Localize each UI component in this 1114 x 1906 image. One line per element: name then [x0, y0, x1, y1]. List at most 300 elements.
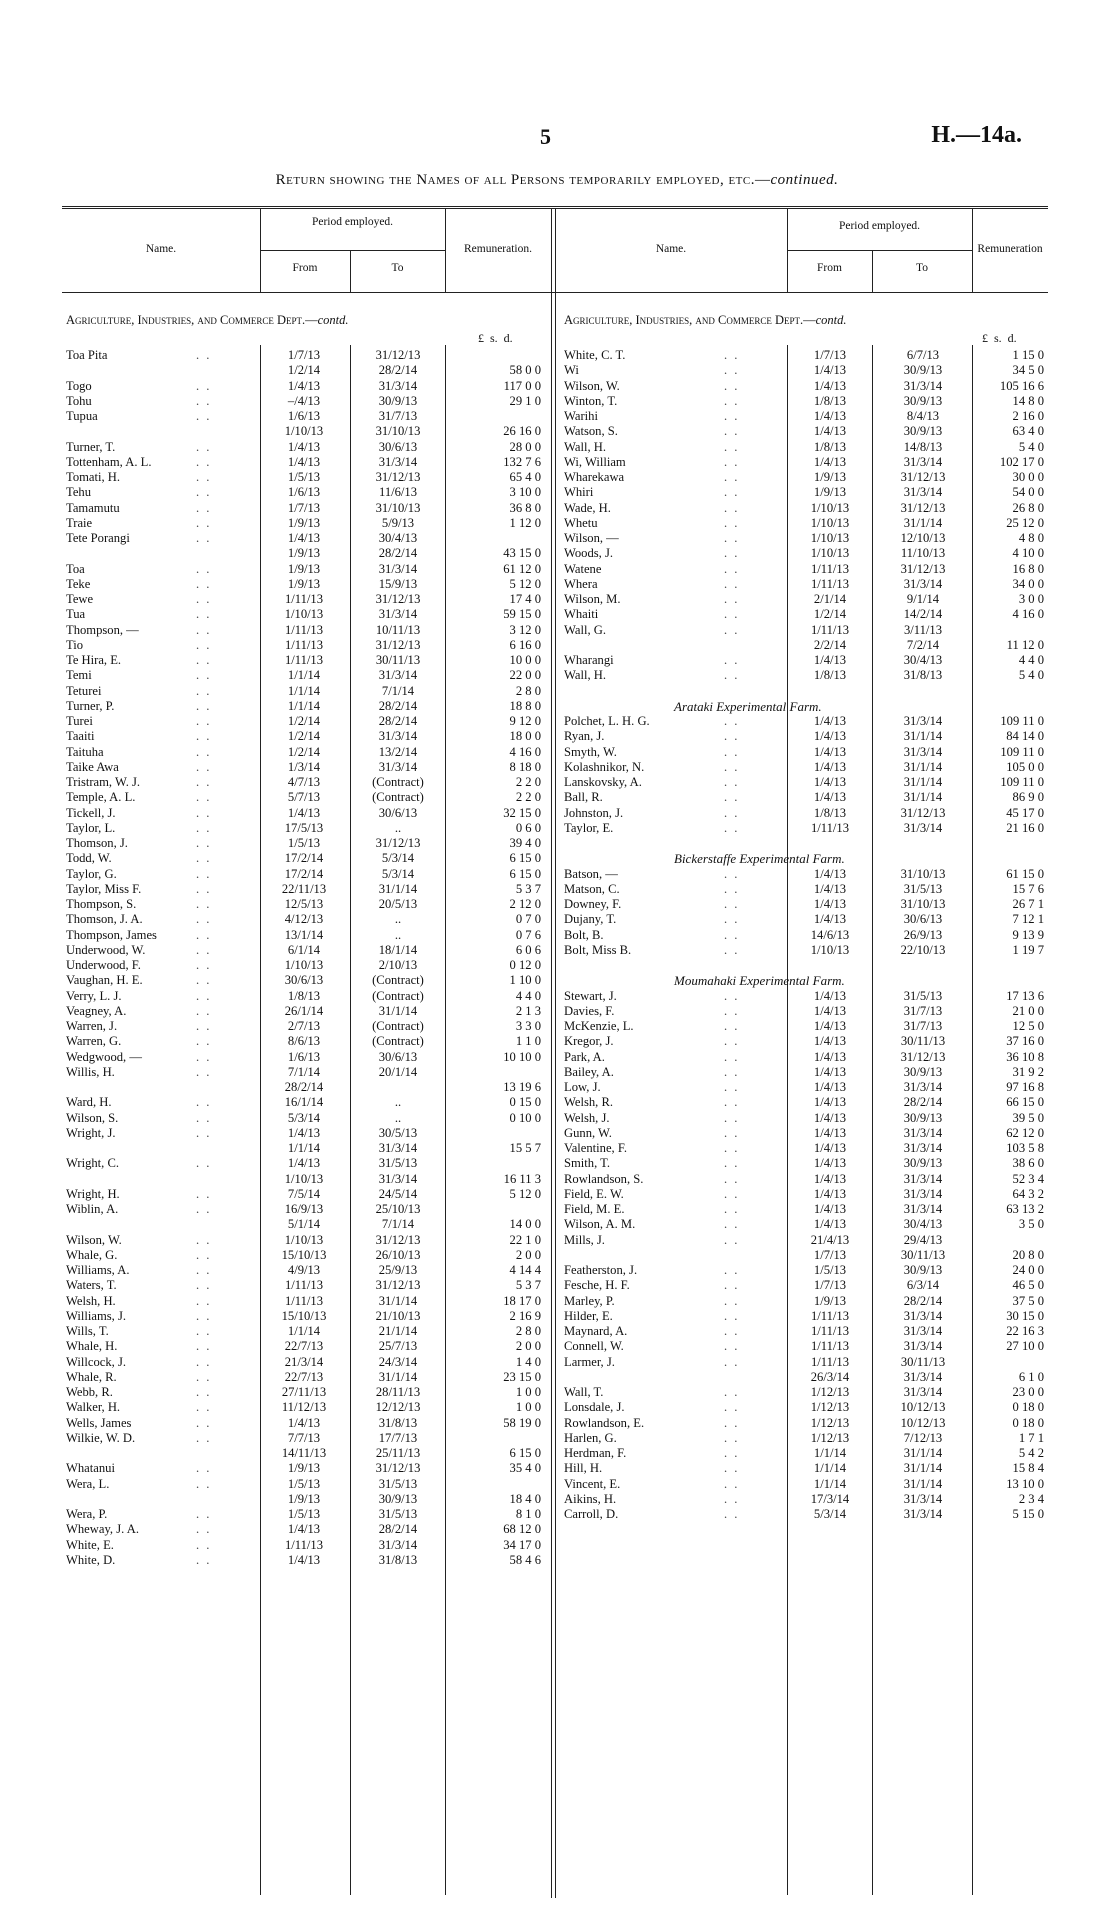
table-row: [564, 1309, 1044, 1324]
date-from: 7/7/13: [287, 1430, 321, 1445]
person-name: Tottenham, A. L.: [66, 454, 152, 469]
table-row: [66, 821, 546, 836]
leader-dots: . .: [196, 1537, 212, 1552]
remuneration-amount: 102 17 0: [999, 454, 1044, 469]
person-name: Tehu: [66, 485, 91, 500]
person-name: Wright, C.: [66, 1156, 120, 1171]
date-to: 6/3/14: [906, 1278, 940, 1293]
table-row: [66, 851, 546, 866]
date-from: 1/4/13: [813, 1034, 847, 1049]
date-from: 1/8/13: [813, 668, 847, 683]
table-row: [564, 1233, 1044, 1248]
remuneration-amount: 1 0 0: [515, 1385, 541, 1399]
table-row: [564, 455, 1044, 470]
table-row: [66, 1507, 546, 1522]
date-to: 31/1/14: [903, 759, 943, 774]
leader-dots: . .: [724, 744, 740, 759]
table-row: [564, 684, 1044, 699]
table-row: [66, 1233, 546, 1248]
remuneration-amount: 1 10 0: [509, 973, 541, 988]
table-row: [66, 546, 546, 561]
table-row: [66, 1538, 546, 1553]
date-from: 1/9/13: [813, 485, 847, 500]
leader-dots: . .: [724, 485, 740, 500]
leader-dots: . .: [724, 1415, 740, 1430]
remuneration-amount: 64 3 2: [1012, 1186, 1044, 1201]
leader-dots: . .: [724, 1232, 740, 1247]
person-name: Togo: [66, 378, 92, 393]
header-name-left: Name.: [145, 243, 177, 255]
table-row: [564, 577, 1044, 592]
remuneration-amount: 32 15 0: [503, 805, 541, 820]
date-from: 1/3/14: [287, 759, 321, 774]
date-from: 1/4/13: [813, 988, 847, 1003]
remuneration-amount: 54 0 0: [1012, 485, 1044, 500]
date-from: 1/12/13: [810, 1415, 850, 1430]
date-from: 1/6/13: [287, 1049, 321, 1064]
date-from: 1/1/14: [287, 1324, 321, 1338]
table-row: [564, 562, 1044, 577]
leader-dots: . .: [724, 1507, 740, 1521]
person-name: Teturei: [66, 683, 102, 698]
remuneration-amount: 39 4 0: [509, 836, 541, 850]
person-name: Wall, H.: [564, 668, 607, 683]
leader-dots: . .: [724, 1049, 740, 1064]
table-row: [66, 1019, 546, 1034]
date-from: 1/11/13: [284, 622, 323, 637]
leader-dots: . .: [196, 1324, 212, 1338]
date-to: 31/3/14: [903, 1385, 943, 1399]
remuneration-amount: 3 0 0: [1018, 592, 1044, 606]
person-name: Carroll, D.: [564, 1507, 619, 1521]
date-to: (Contract): [372, 775, 424, 789]
remuneration-amount: 3 3 0: [515, 1019, 541, 1033]
date-to: 31/7/13: [903, 1003, 943, 1018]
remuneration-amount: 0 18 0: [1012, 1415, 1044, 1430]
table-row: [564, 1355, 1044, 1370]
leader-dots: . .: [196, 973, 212, 988]
remuneration-amount: 3 12 0: [509, 622, 541, 637]
remuneration-amount: 109 11 0: [1000, 744, 1044, 759]
table-row: [66, 1141, 546, 1156]
date-to: 31/5/13: [378, 1476, 418, 1491]
date-to: 7/1/14: [381, 683, 415, 698]
table-row: [564, 1141, 1044, 1156]
header-remuneration-left: Remuneration.: [463, 243, 533, 255]
date-from: 1/9/13: [287, 1491, 321, 1506]
leader-dots: . .: [724, 470, 740, 484]
date-to: 31/3/14: [903, 1308, 943, 1323]
table-row: [564, 1156, 1044, 1171]
person-name: Vaughan, H. E.: [66, 973, 143, 988]
leader-dots: . .: [196, 1034, 212, 1049]
person-name: Warren, G.: [66, 1034, 122, 1049]
person-name: Field, M. E.: [564, 1202, 625, 1216]
remuneration-amount: 2 2 0: [515, 775, 541, 789]
leader-dots: . .: [196, 1263, 212, 1277]
date-to: 31/7/13: [378, 409, 418, 423]
remuneration-amount: 5 4 0: [1018, 668, 1044, 683]
remuneration-amount: 2 8 0: [515, 1324, 541, 1338]
table-row: [564, 851, 1044, 866]
remuneration-amount: 58 4 6: [509, 1552, 541, 1567]
table-row: [564, 1507, 1044, 1522]
date-to: 31/3/14: [378, 378, 418, 393]
date-to: 31/5/13: [378, 1156, 418, 1171]
date-from: 1/9/13: [287, 1461, 321, 1476]
remuneration-amount: 16 11 3: [503, 1171, 541, 1186]
date-from: 26/3/14: [810, 1369, 850, 1384]
person-name: Bolt, Miss B.: [564, 942, 632, 957]
person-name: Dujany, T.: [564, 912, 617, 927]
table-row: [66, 577, 546, 592]
person-name: Connell, W.: [564, 1339, 624, 1354]
date-from: 22/7/13: [284, 1369, 324, 1384]
table-row: [66, 1355, 546, 1370]
remuneration-amount: 25 12 0: [1006, 515, 1044, 530]
leader-dots: . .: [196, 485, 212, 500]
leader-dots: . .: [196, 805, 212, 820]
table-row: [66, 501, 546, 516]
leader-dots: . .: [196, 409, 212, 423]
person-name: Winton, T.: [564, 393, 618, 408]
table-row: [564, 501, 1044, 516]
leader-dots: . .: [196, 1461, 212, 1476]
date-to: 31/12/13: [900, 500, 946, 515]
table-row: [564, 348, 1044, 363]
leader-dots: . .: [196, 775, 212, 789]
table-row: [66, 943, 546, 958]
remuneration-amount: 35 4 0: [509, 1461, 541, 1476]
remuneration-amount: 11 12 0: [1006, 637, 1044, 652]
remuneration-amount: 4 16 0: [1012, 607, 1044, 622]
date-from: 1/4/13: [813, 1156, 847, 1171]
table-row: [564, 363, 1044, 378]
person-name: Wilson, A. M.: [564, 1217, 636, 1232]
leader-dots: . .: [724, 775, 740, 789]
person-name: Tickell, J.: [66, 805, 116, 820]
person-name: Whale, R.: [66, 1369, 117, 1384]
table-row: [66, 1309, 546, 1324]
leader-dots: . .: [196, 698, 212, 713]
date-to: 25/10/13: [375, 1202, 421, 1216]
remuneration-amount: 34 0 0: [1012, 576, 1044, 591]
table-row: [66, 882, 546, 897]
date-from: 17/3/14: [810, 1491, 850, 1506]
section-heading: Moumahaki Experimental Farm.: [674, 973, 845, 989]
date-from: 11/12/13: [281, 1400, 327, 1415]
table-row: [564, 1034, 1044, 1049]
date-from: 30/6/13: [284, 973, 324, 988]
date-from: 17/5/13: [284, 820, 324, 835]
leader-dots: . .: [196, 561, 212, 576]
remuneration-amount: 21 16 0: [1006, 820, 1044, 835]
remuneration-amount: 10 0 0: [509, 653, 541, 667]
person-name: Williams, A.: [66, 1263, 130, 1277]
leader-dots: . .: [724, 515, 740, 530]
leader-dots: . .: [724, 1217, 740, 1232]
date-from: 7/5/14: [287, 1186, 321, 1201]
date-from: 15/10/13: [281, 1247, 327, 1262]
leader-dots: . .: [724, 1461, 740, 1476]
person-name: Underwood, F.: [66, 958, 141, 972]
date-from: 1/4/13: [813, 866, 847, 881]
person-name: Willis, H.: [66, 1064, 115, 1079]
date-from: 1/4/13: [287, 1522, 321, 1537]
date-from: 1/4/13: [813, 1186, 847, 1201]
table-row: [564, 623, 1044, 638]
person-name: Turner, P.: [66, 698, 115, 713]
date-from: 5/7/13: [287, 790, 321, 805]
date-to: 30/9/13: [903, 1156, 943, 1171]
date-from: 1/11/13: [810, 622, 849, 637]
person-name: Davies, F.: [564, 1003, 615, 1018]
leader-dots: . .: [196, 1385, 212, 1399]
date-to: 31/3/14: [903, 744, 943, 759]
date-from: 1/12/13: [810, 1385, 850, 1399]
person-name: Wharekawa: [564, 470, 625, 484]
dept-heading-right-italic: contd.: [815, 313, 847, 327]
person-name: Taylor, E.: [564, 820, 614, 835]
table-row: [564, 1431, 1044, 1446]
table-row: [66, 1278, 546, 1293]
date-from: 1/4/13: [287, 531, 321, 545]
remuneration-amount: 5 12 0: [509, 1186, 541, 1201]
table-row: [66, 394, 546, 409]
remuneration-amount: 105 16 6: [999, 378, 1044, 393]
leader-dots: . .: [196, 881, 212, 896]
date-to: 31/5/13: [903, 988, 943, 1003]
date-to: 30/9/13: [378, 393, 418, 408]
section-heading: Arataki Experimental Farm.: [674, 698, 822, 714]
leader-dots: . .: [724, 1324, 740, 1338]
table-row: [564, 1324, 1044, 1339]
date-to: 3/11/13: [903, 622, 942, 637]
leader-dots: . .: [196, 531, 212, 545]
date-from: 1/4/13: [287, 378, 321, 393]
date-from: 1/1/14: [813, 1446, 847, 1460]
date-to: 31/12/13: [375, 470, 421, 484]
date-from: 1/8/13: [287, 988, 321, 1003]
leader-dots: . .: [724, 409, 740, 423]
header-from-left: From: [292, 262, 318, 274]
leader-dots: . .: [196, 744, 212, 759]
date-to: 30/6/13: [378, 1049, 418, 1064]
leader-dots: . .: [196, 897, 212, 911]
date-from: 1/1/14: [287, 698, 321, 713]
remuneration-amount: 1 4 0: [515, 1354, 541, 1369]
date-from: 1/11/13: [284, 653, 323, 667]
remuneration-amount: 6 15 0: [509, 1446, 541, 1460]
date-to: 31/12/13: [900, 1049, 946, 1064]
date-to: 31/3/14: [378, 1141, 418, 1155]
person-name: Hill, H.: [564, 1461, 603, 1476]
date-to: 10/12/13: [900, 1415, 946, 1430]
person-name: Wright, J.: [66, 1125, 116, 1140]
header-from-right: From: [817, 262, 842, 274]
leader-dots: . .: [196, 1354, 212, 1369]
table-row: [564, 1461, 1044, 1476]
money-header-right: £ s. d.: [982, 331, 1017, 345]
date-to: 31/1/14: [378, 1003, 418, 1018]
remuneration-amount: 62 12 0: [1006, 1125, 1044, 1140]
table-row: [66, 836, 546, 851]
leader-dots: . .: [196, 683, 212, 698]
date-to: 28/2/14: [378, 714, 418, 728]
table-row: [66, 1431, 546, 1446]
leader-dots: . .: [724, 592, 740, 606]
date-from: 1/11/13: [284, 1293, 323, 1308]
table-row: [66, 806, 546, 821]
leader-dots: . .: [724, 805, 740, 820]
table-row: [66, 1156, 546, 1171]
leader-dots: . .: [196, 1186, 212, 1201]
date-to: 30/9/13: [903, 393, 943, 408]
date-from: 1/1/14: [287, 1141, 321, 1155]
date-from: 1/7/13: [287, 348, 321, 362]
person-name: Larmer, J.: [564, 1354, 615, 1369]
table-row: [66, 989, 546, 1004]
date-to: 31/12/13: [375, 1461, 421, 1476]
leader-dots: . .: [724, 393, 740, 408]
remuneration-amount: 0 6 0: [515, 820, 541, 835]
date-from: 1/4/13: [813, 1141, 847, 1155]
leader-dots: . .: [724, 1354, 740, 1369]
table-row: [564, 1400, 1044, 1415]
date-to: 28/2/14: [378, 546, 418, 561]
date-from: 1/4/13: [813, 759, 847, 774]
date-from: 1/11/13: [284, 1537, 323, 1552]
date-from: 1/7/13: [287, 500, 321, 515]
table-row: [564, 1339, 1044, 1354]
date-to: 31/3/14: [378, 1537, 418, 1552]
person-name: Smith, T.: [564, 1156, 611, 1171]
leader-dots: . .: [196, 393, 212, 408]
date-from: 1/8/13: [813, 439, 847, 454]
date-to: (Contract): [372, 790, 424, 805]
leader-dots: . .: [196, 378, 212, 393]
table-row: [66, 745, 546, 760]
date-from: 1/2/14: [287, 729, 321, 744]
date-to: 31/3/14: [903, 1491, 943, 1506]
person-name: Tamamutu: [66, 500, 120, 515]
remuneration-amount: 5 12 0: [509, 576, 541, 591]
date-to: ..: [394, 1110, 402, 1125]
remuneration-amount: 20 8 0: [1012, 1247, 1044, 1262]
table-row: [564, 424, 1044, 439]
table-row: [66, 912, 546, 927]
leader-dots: . .: [196, 1369, 212, 1384]
remuneration-amount: 1 12 0: [509, 515, 541, 530]
person-name: Wedgwood, —: [66, 1049, 142, 1064]
table-row: [564, 607, 1044, 622]
date-from: 1/10/13: [284, 424, 324, 439]
remuneration-amount: 46 5 0: [1012, 1278, 1044, 1293]
date-from: 1/11/13: [810, 561, 849, 576]
date-to: 28/11/13: [375, 1385, 421, 1399]
person-name: Tupua: [66, 409, 98, 423]
leader-dots: . .: [724, 942, 740, 957]
date-to: 30/11/13: [900, 1034, 946, 1049]
heading-text: Return showing the Names of all Persons temporarily employed, etc.—: [275, 172, 771, 188]
table-row: [66, 1294, 546, 1309]
leader-dots: . .: [196, 515, 212, 530]
leader-dots: . .: [196, 439, 212, 454]
person-name: Kolashnikor, N.: [564, 759, 645, 774]
date-to: ..: [394, 927, 402, 942]
leader-dots: . .: [196, 1507, 212, 1521]
right-table-body: [564, 348, 1044, 1522]
table-row: [66, 1004, 546, 1019]
remuneration-amount: 0 7 6: [515, 927, 541, 942]
table-row: [66, 760, 546, 775]
person-name: Turner, T.: [66, 439, 116, 454]
person-name: Wera, P.: [66, 1507, 108, 1521]
table-row: [564, 1172, 1044, 1187]
remuneration-amount: 18 17 0: [503, 1293, 541, 1308]
table-row: [564, 806, 1044, 821]
date-to: 30/6/13: [378, 439, 418, 454]
person-name: Wade, H.: [564, 500, 611, 515]
remuneration-amount: 4 16 0: [509, 744, 541, 759]
remuneration-amount: 29 1 0: [509, 393, 541, 408]
leader-dots: . .: [196, 912, 212, 927]
remuneration-amount: 105 0 0: [1006, 759, 1044, 774]
remuneration-amount: 6 16 0: [509, 637, 541, 652]
date-to: 31/3/14: [903, 1125, 943, 1140]
date-from: 1/10/13: [284, 1171, 324, 1186]
leader-dots: . .: [196, 607, 212, 622]
remuneration-amount: 14 0 0: [509, 1217, 541, 1232]
table-row: [66, 1080, 546, 1095]
remuneration-amount: 18 0 0: [509, 729, 541, 744]
date-from: 4/9/13: [287, 1263, 321, 1277]
person-name: Marley, P.: [564, 1293, 615, 1308]
section-heading: Bickerstaffe Experimental Farm.: [674, 851, 845, 867]
person-name: Tohu: [66, 393, 92, 408]
table-row: [66, 1477, 546, 1492]
remuneration-amount: 2 1 3: [515, 1003, 541, 1018]
remuneration-amount: 5 3 7: [515, 1278, 541, 1293]
leader-dots: . .: [196, 576, 212, 591]
leader-dots: . .: [724, 424, 740, 439]
person-name: Waters, T.: [66, 1278, 117, 1293]
leader-dots: . .: [196, 1095, 212, 1110]
date-to: 31/3/14: [903, 1507, 943, 1521]
date-to: 20/1/14: [378, 1064, 418, 1079]
date-from: 1/10/13: [810, 942, 850, 957]
remuneration-amount: 14 8 0: [1012, 393, 1044, 408]
date-to: 26/10/13: [375, 1247, 421, 1262]
header-name-right: Name.: [655, 243, 687, 255]
date-from: 1/4/13: [287, 1156, 321, 1171]
date-from: 1/12/13: [810, 1430, 850, 1445]
person-name: Thompson, —: [66, 622, 139, 637]
date-to: 7/12/13: [903, 1430, 943, 1445]
person-name: Temi: [66, 668, 92, 683]
remuneration-amount: 7 12 1: [1012, 912, 1044, 927]
leader-dots: . .: [724, 439, 740, 454]
leader-dots: . .: [196, 1339, 212, 1354]
date-from: 1/10/13: [284, 607, 324, 622]
leader-dots: . .: [196, 637, 212, 652]
leader-dots: . .: [196, 1552, 212, 1567]
leader-dots: . .: [724, 561, 740, 576]
header-remuneration-right: Remuneration: [977, 243, 1043, 255]
date-from: 1/4/13: [813, 775, 847, 789]
table-row: [66, 623, 546, 638]
remuneration-amount: 5 15 0: [1012, 1507, 1044, 1521]
